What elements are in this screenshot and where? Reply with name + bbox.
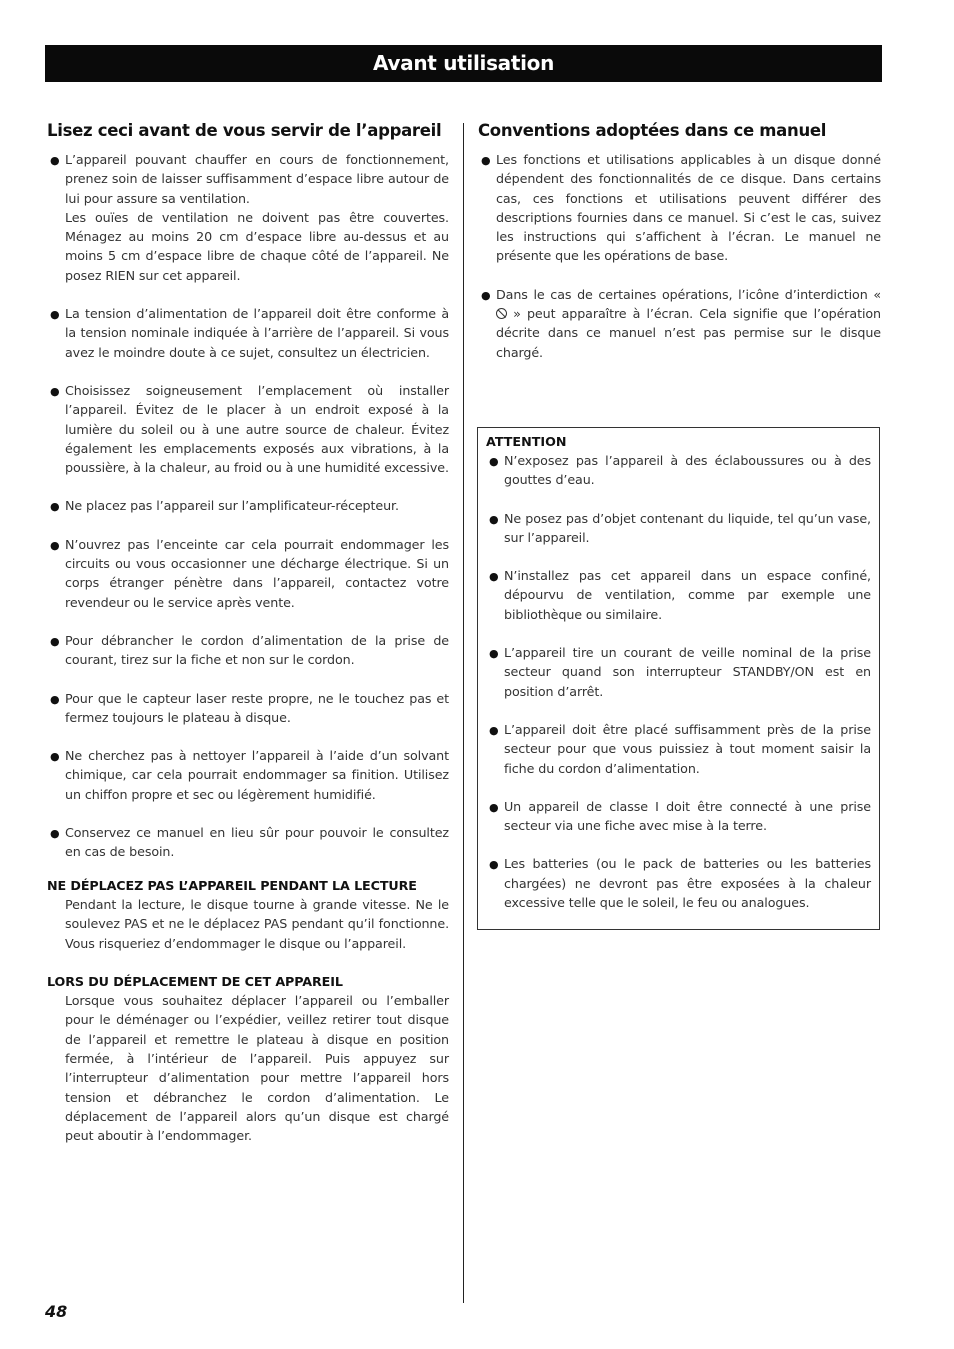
list-item-text: L’appareil tire un courant de veille nominal de la prise secteur quand son interrupteur STANDBY/ON est en position d’arrêt. (504, 645, 871, 699)
section-text: Pendant la lecture, le disque tourne à grande vitesse. Ne le soulevez PAS et ne le déplacez PAS pendant qu’il fonctionne. Vous risqueriez d’endommager le disque ou l’appareil. (65, 896, 449, 951)
right-heading: Conventions adoptées dans ce manuel (478, 121, 827, 140)
bullet-icon: ● (489, 647, 499, 661)
list-item (47, 304, 449, 362)
list-item-text: Pour que le capteur laser reste propre, ne le touchez pas et fermez toujours le plateau à disque. (65, 690, 449, 725)
list-item (47, 150, 449, 285)
list-item-text: L’appareil pouvant chauffer en cours de fonctionnement, prenez soin de laisser suffisamment d’espace libre autour de lui pour assure sa ventilation. (65, 152, 449, 206)
prohibition-icon (496, 308, 507, 319)
bullet-icon: ● (489, 723, 499, 737)
list-item-text (496, 285, 881, 362)
bullet-icon: ● (50, 692, 60, 706)
list-item (47, 823, 449, 862)
list-item (47, 496, 449, 515)
list-item-text-extra: Les ouïes de ventilation ne doivent pas être couvertes. Ménagez au moins 20 cm d’espace libre au-dessus et au moins 5 cm d’espace libre de chaque côté de l’appareil. Ne posez RIEN sur cet appareil. (65, 209, 449, 283)
list-item-text-part: Dans le cas de certaines opérations, l’icône d’interdiction « (496, 286, 881, 302)
list-item-text: Choisissez soigneusement l’emplacement où installer l’appareil. Évitez de le placer à un endroit exposé à la lumière du soleil ou à une autre source de chaleur. Évitez également les emplacements exposés aux vibrations, à la poussière, à la chaleur, au froid ou à une humidité excessive. (65, 382, 449, 476)
list-item-text: Pour débrancher le cordon d’alimentation de la prise de courant, tirez sur la fiche et non sur le cordon. (65, 632, 449, 668)
page-number: 48 (45, 1302, 68, 1321)
list-item (486, 797, 871, 836)
list-item (486, 509, 871, 548)
bullet-icon: ● (50, 500, 60, 514)
section-heading-no-move: NE DÉPLACEZ PAS L’APPAREIL PENDANT LA LECTURE (47, 877, 417, 893)
right-bullet-list (478, 150, 881, 362)
list-item (478, 285, 881, 362)
list-item-text: L’appareil doit être placé suffisamment près de la prise secteur pour que vous puissiez à tout moment saisir la fiche du cordon d’alimentation. (504, 721, 871, 776)
list-item-text-part: » peut apparaître à l’écran. Cela signifie que l’opération décrite dans ce manuel n’est pas permise sur le disque chargé. (496, 306, 881, 360)
list-item (47, 631, 449, 670)
bullet-icon: ● (481, 288, 491, 302)
list-item (486, 720, 871, 778)
list-item (47, 381, 449, 477)
list-item-text: Ne placez pas l’appareil sur l’amplificateur-récepteur. (65, 498, 399, 514)
list-item-text: Ne cherchez pas à nettoyer l’appareil à l’aide d’un solvant chimique, car cela pourrait endommager sa finition. Utilisez un chiffon propre et sec ou légèrement humidifié. (65, 748, 449, 802)
bullet-icon: ● (50, 634, 60, 648)
list-item-text: Les fonctions et utilisations applicables à un disque donné dépendent des fonctionnalités de ce disque. Dans certains cas, ces fonctions et utilisations peuvent différer des descriptions fournies dans ce manuel. Si c’est le cas, suivez les instructions qui s’affichent à l’écran. Le manuel ne présente que les opérations de base. (496, 152, 881, 264)
section-text: Lorsque vous souhaitez déplacer l’appareil ou l’emballer pour le déménager ou l’expédier, veillez retirer tout disque de l’appareil et remettre le plateau à disque en position fermée, à l’intérieur de l’appareil. Puis appuyez sur l’interrupteur d’alimentation pour mettre l’appareil hors tension et débranchez le cordon d’alimentation. Le déplacement de l’appareil alors qu’un disque est chargé peut aboutir à l’endommager. (65, 993, 449, 1144)
bullet-icon: ● (489, 800, 499, 814)
list-item (486, 643, 871, 701)
bullet-icon: ● (489, 512, 499, 526)
section-heading-moving: LORS DU DÉPLACEMENT DE CET APPAREIL (47, 973, 343, 989)
left-bullet-list (47, 150, 449, 862)
right-column (478, 120, 881, 381)
column-divider (463, 123, 464, 1303)
bullet-icon: ● (489, 858, 499, 872)
list-item-text: Ne posez pas d’objet contenant du liquide, tel qu’un vase, sur l’appareil. (504, 510, 871, 545)
attention-title: ATTENTION (486, 434, 567, 449)
list-item-text: Les batteries (ou le pack de batteries ou les batteries chargées) ne devront pas être exposées à la chaleur excessive telle que le soleil, le feu ou analogues. (504, 856, 871, 911)
bullet-icon: ● (489, 455, 499, 468)
bullet-icon: ● (481, 154, 491, 167)
section-body-no-move (47, 895, 449, 953)
bullet-icon: ● (50, 154, 60, 167)
list-item (47, 746, 449, 804)
list-item (486, 566, 871, 624)
list-item (486, 854, 871, 912)
list-item (47, 535, 449, 612)
list-item-text: La tension d’alimentation de l’appareil doit être conforme à la tension nominale indiquée à l’arrière de l’appareil. Si vous avez le moindre doute à ce sujet, consultez un électricien. (65, 306, 449, 360)
list-item-text: N’installez pas cet appareil dans un espace confiné, dépourvu de ventilation, comme par exemple une bibliothèque ou similaire. (504, 568, 871, 622)
left-column (47, 120, 449, 1164)
list-item-text: N’ouvrez pas l’enceinte car cela pourrait endommager les circuits ou vous occasionner une décharge électrique. Si un corps étranger pénètre dans l’appareil, contactez votre revendeur ou le service après vente. (65, 536, 449, 610)
list-item-text: Un appareil de classe I doit être connecté à une prise secteur via une fiche avec mise à la terre. (504, 798, 871, 834)
list-item-text: N’exposez pas l’appareil à des éclaboussures ou à des gouttes d’eau. (504, 453, 871, 488)
bullet-icon: ● (50, 538, 60, 552)
bullet-icon: ● (50, 750, 60, 764)
page-title-bar (45, 45, 882, 82)
bullet-icon: ● (50, 308, 60, 322)
attention-box (477, 427, 880, 930)
list-item (478, 150, 881, 266)
attention-list (486, 451, 871, 912)
list-item (486, 451, 871, 490)
bullet-icon: ● (50, 827, 60, 841)
list-item-text: Conservez ce manuel en lieu sûr pour pouvoir le consultez en cas de besoin. (65, 825, 449, 860)
section-body-moving (47, 991, 449, 1145)
bullet-icon: ● (489, 570, 499, 584)
page-title: Avant utilisation (372, 51, 555, 75)
list-item (47, 689, 449, 728)
left-heading: Lisez ceci avant de vous servir de l’appareil (47, 121, 442, 140)
bullet-icon: ● (50, 384, 60, 398)
